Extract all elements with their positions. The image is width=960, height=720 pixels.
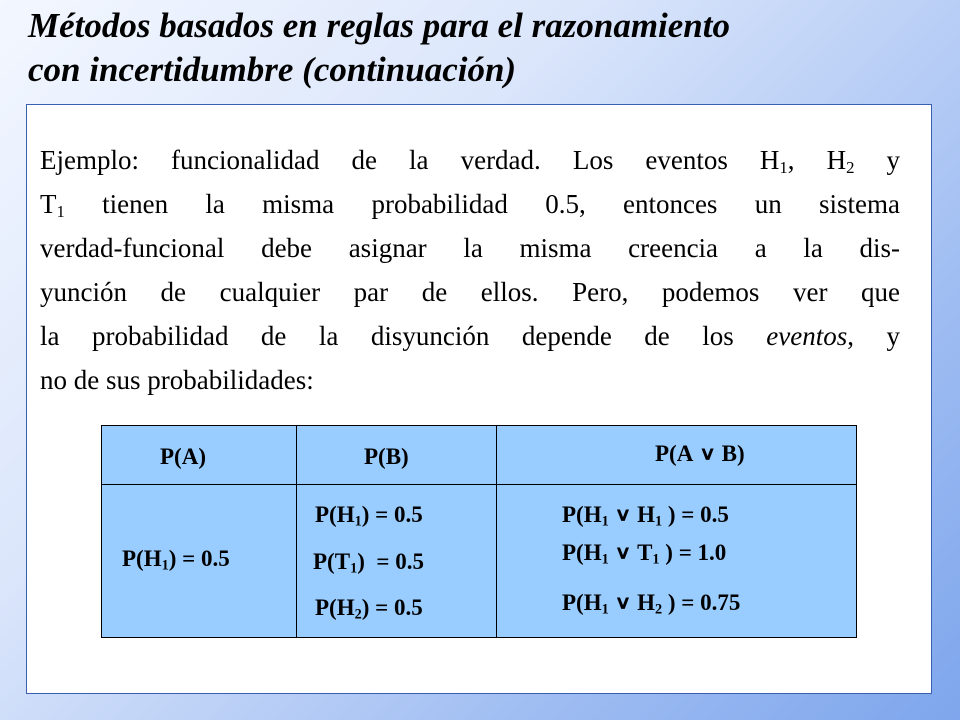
text-run: ) = 0.5 bbox=[662, 502, 729, 527]
cell-ab-row-1 bbox=[562, 501, 729, 529]
cell-p-h1 bbox=[122, 545, 230, 573]
or-operator: ∨ bbox=[614, 504, 632, 525]
cell-b-row-1 bbox=[315, 501, 423, 529]
text-run: ) = 0.75 bbox=[662, 590, 741, 615]
subscript: 1 bbox=[601, 513, 609, 530]
text-run: , H bbox=[787, 145, 847, 175]
subscript: 1 bbox=[779, 158, 788, 178]
subscript: 1 bbox=[654, 513, 663, 530]
slide-title bbox=[28, 4, 928, 92]
subscript: 1 bbox=[601, 551, 609, 568]
text-run: P(H bbox=[562, 590, 602, 615]
text-run: H bbox=[637, 590, 655, 615]
paragraph-line-1 bbox=[40, 138, 900, 182]
text-run: H bbox=[637, 502, 655, 527]
or-operator: ∨ bbox=[614, 592, 632, 613]
text-run: P(H bbox=[562, 540, 602, 565]
subscript: 2 bbox=[654, 601, 663, 618]
table-header-divider bbox=[102, 484, 856, 485]
cell-ab-row-2 bbox=[562, 539, 726, 567]
text-run: ) = 0.5 bbox=[361, 502, 423, 527]
subscript: 1 bbox=[56, 202, 65, 222]
header-p-a: P(A) bbox=[160, 444, 206, 469]
text-run: ) = 0.5 bbox=[357, 549, 424, 574]
text-run: y bbox=[854, 145, 900, 175]
text-run: la probabilidad de la disyunción depende de los bbox=[40, 321, 767, 351]
or-operator: ∨ bbox=[614, 542, 632, 563]
text-run: P(H bbox=[122, 546, 162, 571]
subscript: 1 bbox=[354, 513, 362, 530]
text-run: ) = 0.5 bbox=[361, 595, 423, 620]
text-run: T bbox=[637, 540, 653, 565]
text-run: , y bbox=[847, 321, 901, 351]
header-p-b: P(B) bbox=[364, 444, 409, 469]
subscript: 1 bbox=[161, 557, 169, 574]
subscript: 1 bbox=[350, 560, 358, 577]
cell-b-row-3 bbox=[315, 594, 423, 622]
text-run: T bbox=[40, 189, 57, 219]
probability-table bbox=[101, 425, 857, 638]
cell-b-row-2 bbox=[313, 548, 424, 576]
subscript: 1 bbox=[652, 551, 660, 568]
paragraph-line-4: yunción de cualquier par de ellos. Pero, podemos ver que bbox=[40, 277, 900, 307]
table-column-divider bbox=[296, 426, 297, 637]
paragraph-line-2 bbox=[40, 182, 900, 226]
text-run: ) = 1.0 bbox=[659, 540, 727, 565]
text-run: P(H bbox=[562, 502, 602, 527]
or-operator: ∨ bbox=[699, 443, 716, 464]
cell-ab-row-3 bbox=[562, 589, 740, 617]
slide-title-line-2: con incertidumbre (continuación) bbox=[28, 50, 517, 89]
text-run: P(H bbox=[315, 595, 355, 620]
example-paragraph bbox=[40, 138, 900, 402]
paragraph-line-3: verdad-funcional debe asignar la misma creencia a la dis- bbox=[40, 233, 900, 263]
table-column-divider bbox=[496, 426, 497, 637]
header-p-a-or-b bbox=[655, 440, 745, 468]
text-run: tienen la misma probabilidad 0.5, entonces un sistema bbox=[64, 189, 900, 219]
subscript: 2 bbox=[354, 606, 362, 623]
paragraph-line-6: no de sus probabilidades: bbox=[40, 365, 314, 395]
text-run: Ejemplo: funcionalidad de la verdad. Los eventos H bbox=[40, 145, 780, 175]
text-run: P(T bbox=[313, 549, 351, 574]
text-run: ) = 0.5 bbox=[168, 546, 230, 571]
subscript: 1 bbox=[601, 601, 609, 618]
slide-title-line-1: Métodos basados en reglas para el razonamiento bbox=[28, 6, 730, 45]
text-run: B) bbox=[721, 441, 745, 466]
emphasis-text: eventos bbox=[766, 321, 848, 351]
text-run: P(H bbox=[315, 502, 355, 527]
text-run: P(A bbox=[655, 441, 694, 466]
subscript: 2 bbox=[846, 158, 855, 178]
paragraph-line-5 bbox=[40, 314, 900, 358]
